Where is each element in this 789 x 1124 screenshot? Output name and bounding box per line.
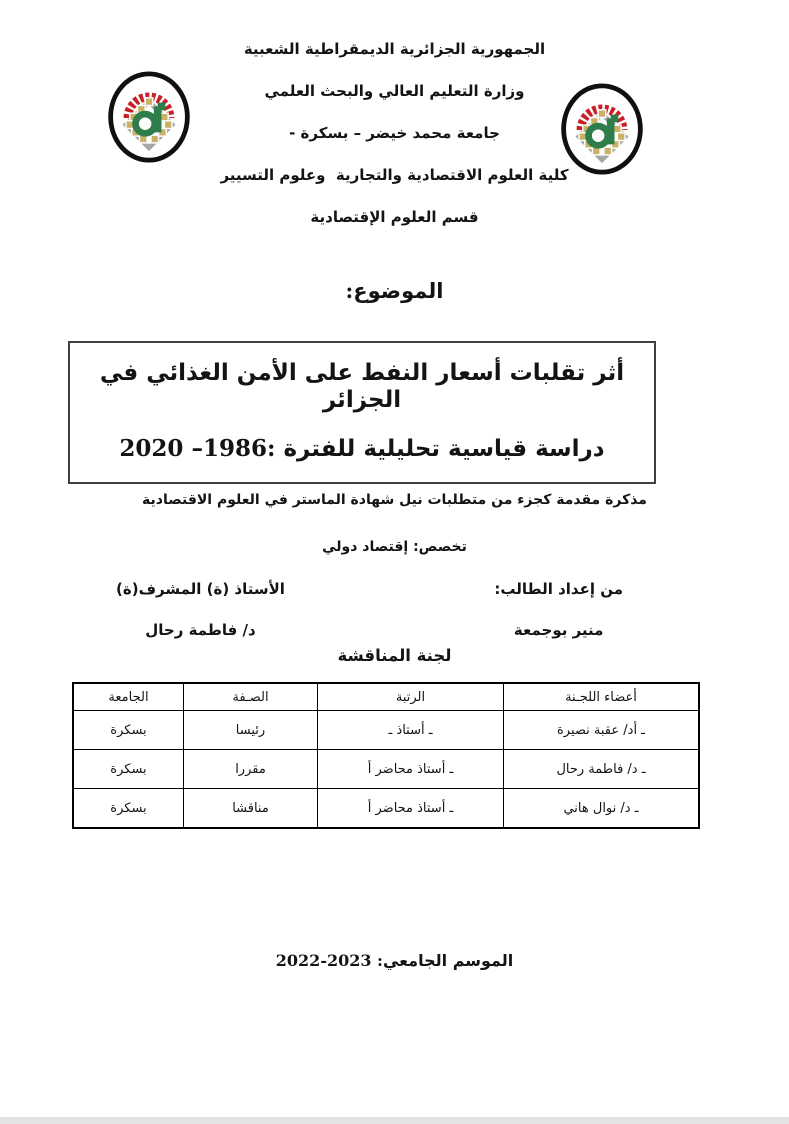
thesis-title-line1: أثر تقلبات أسعار النفط على الأمن الغذائي في الجزائر: [99, 359, 625, 413]
university-seal-icon: [556, 82, 648, 176]
subject-label: الموضوع:: [345, 278, 444, 303]
university-line: جامعة محمد خيضر – بسكرة -: [289, 124, 500, 142]
member-rank: ـ أستاذ محاضر أ: [318, 750, 504, 789]
supervisor-label: الأستاذ (ة) المشرف(ة): [116, 580, 285, 598]
member-name: ـ د/ فاطمة رحال: [504, 750, 700, 789]
member-university: بسكرة: [73, 711, 184, 750]
member-name: ـ أد/ عقبة نصيرة: [504, 711, 700, 750]
department-line: قسم العلوم الإقتصادية: [310, 208, 479, 226]
preparers-section: [0, 580, 789, 652]
student-name: منير بوجمعة: [513, 621, 604, 639]
table-row: [73, 750, 699, 789]
column-header-university: الجامعة: [73, 683, 184, 711]
memoire-requirement-note: مذكرة مقدمة كجزء من متطلبات نيل شهادة الماستر في العلوم الاقتصادية: [142, 492, 647, 508]
column-header-role: الصـفة: [184, 683, 318, 711]
faculty-line: كلية العلوم الاقتصادية والتجارية وعلوم التسيير: [220, 166, 569, 184]
university-seal-right: [556, 82, 648, 176]
ministry-line: وزارة التعليم العالي والبحث العلمي: [264, 82, 525, 100]
academic-year-line: الموسم الجامعي: 2023-2022: [275, 951, 514, 970]
thesis-title-line2: دراسة قياسية تحليلية للفترة :1986– 2020: [119, 435, 605, 462]
member-role: مناقشا: [184, 789, 318, 829]
column-header-members: أعضاء اللجـنة: [504, 683, 700, 711]
committee-table: [72, 682, 700, 829]
student-label: من إعداد الطالب:: [494, 580, 623, 598]
committee-title: لجنة المناقشة: [337, 646, 452, 665]
supervisor-name: د/ فاطمة رحال: [145, 621, 256, 639]
member-role: مقررا: [184, 750, 318, 789]
table-row: [73, 789, 699, 829]
column-header-rank: الرتبة: [318, 683, 504, 711]
student-block: [494, 580, 623, 639]
member-role: رئيسا: [184, 711, 318, 750]
member-university: بسكرة: [73, 789, 184, 829]
republic-line: الجمهورية الجزائرية الديمقراطية الشعبية: [243, 40, 546, 58]
specialty-line: تخصص: إقتصاد دولي: [322, 539, 467, 555]
member-rank: ـ أستاذ ـ: [318, 711, 504, 750]
university-seal-left: [104, 70, 194, 164]
committee-header-row: [73, 683, 699, 711]
member-name: ـ د/ نوال هاني: [504, 789, 700, 829]
supervisor-block: [116, 580, 285, 639]
table-row: [73, 711, 699, 750]
member-rank: ـ أستاذ محاضر أ: [318, 789, 504, 829]
university-seal-icon: [104, 70, 194, 164]
page-bottom-strip: [0, 1117, 789, 1124]
member-university: بسكرة: [73, 750, 184, 789]
thesis-title-box: [68, 341, 656, 484]
